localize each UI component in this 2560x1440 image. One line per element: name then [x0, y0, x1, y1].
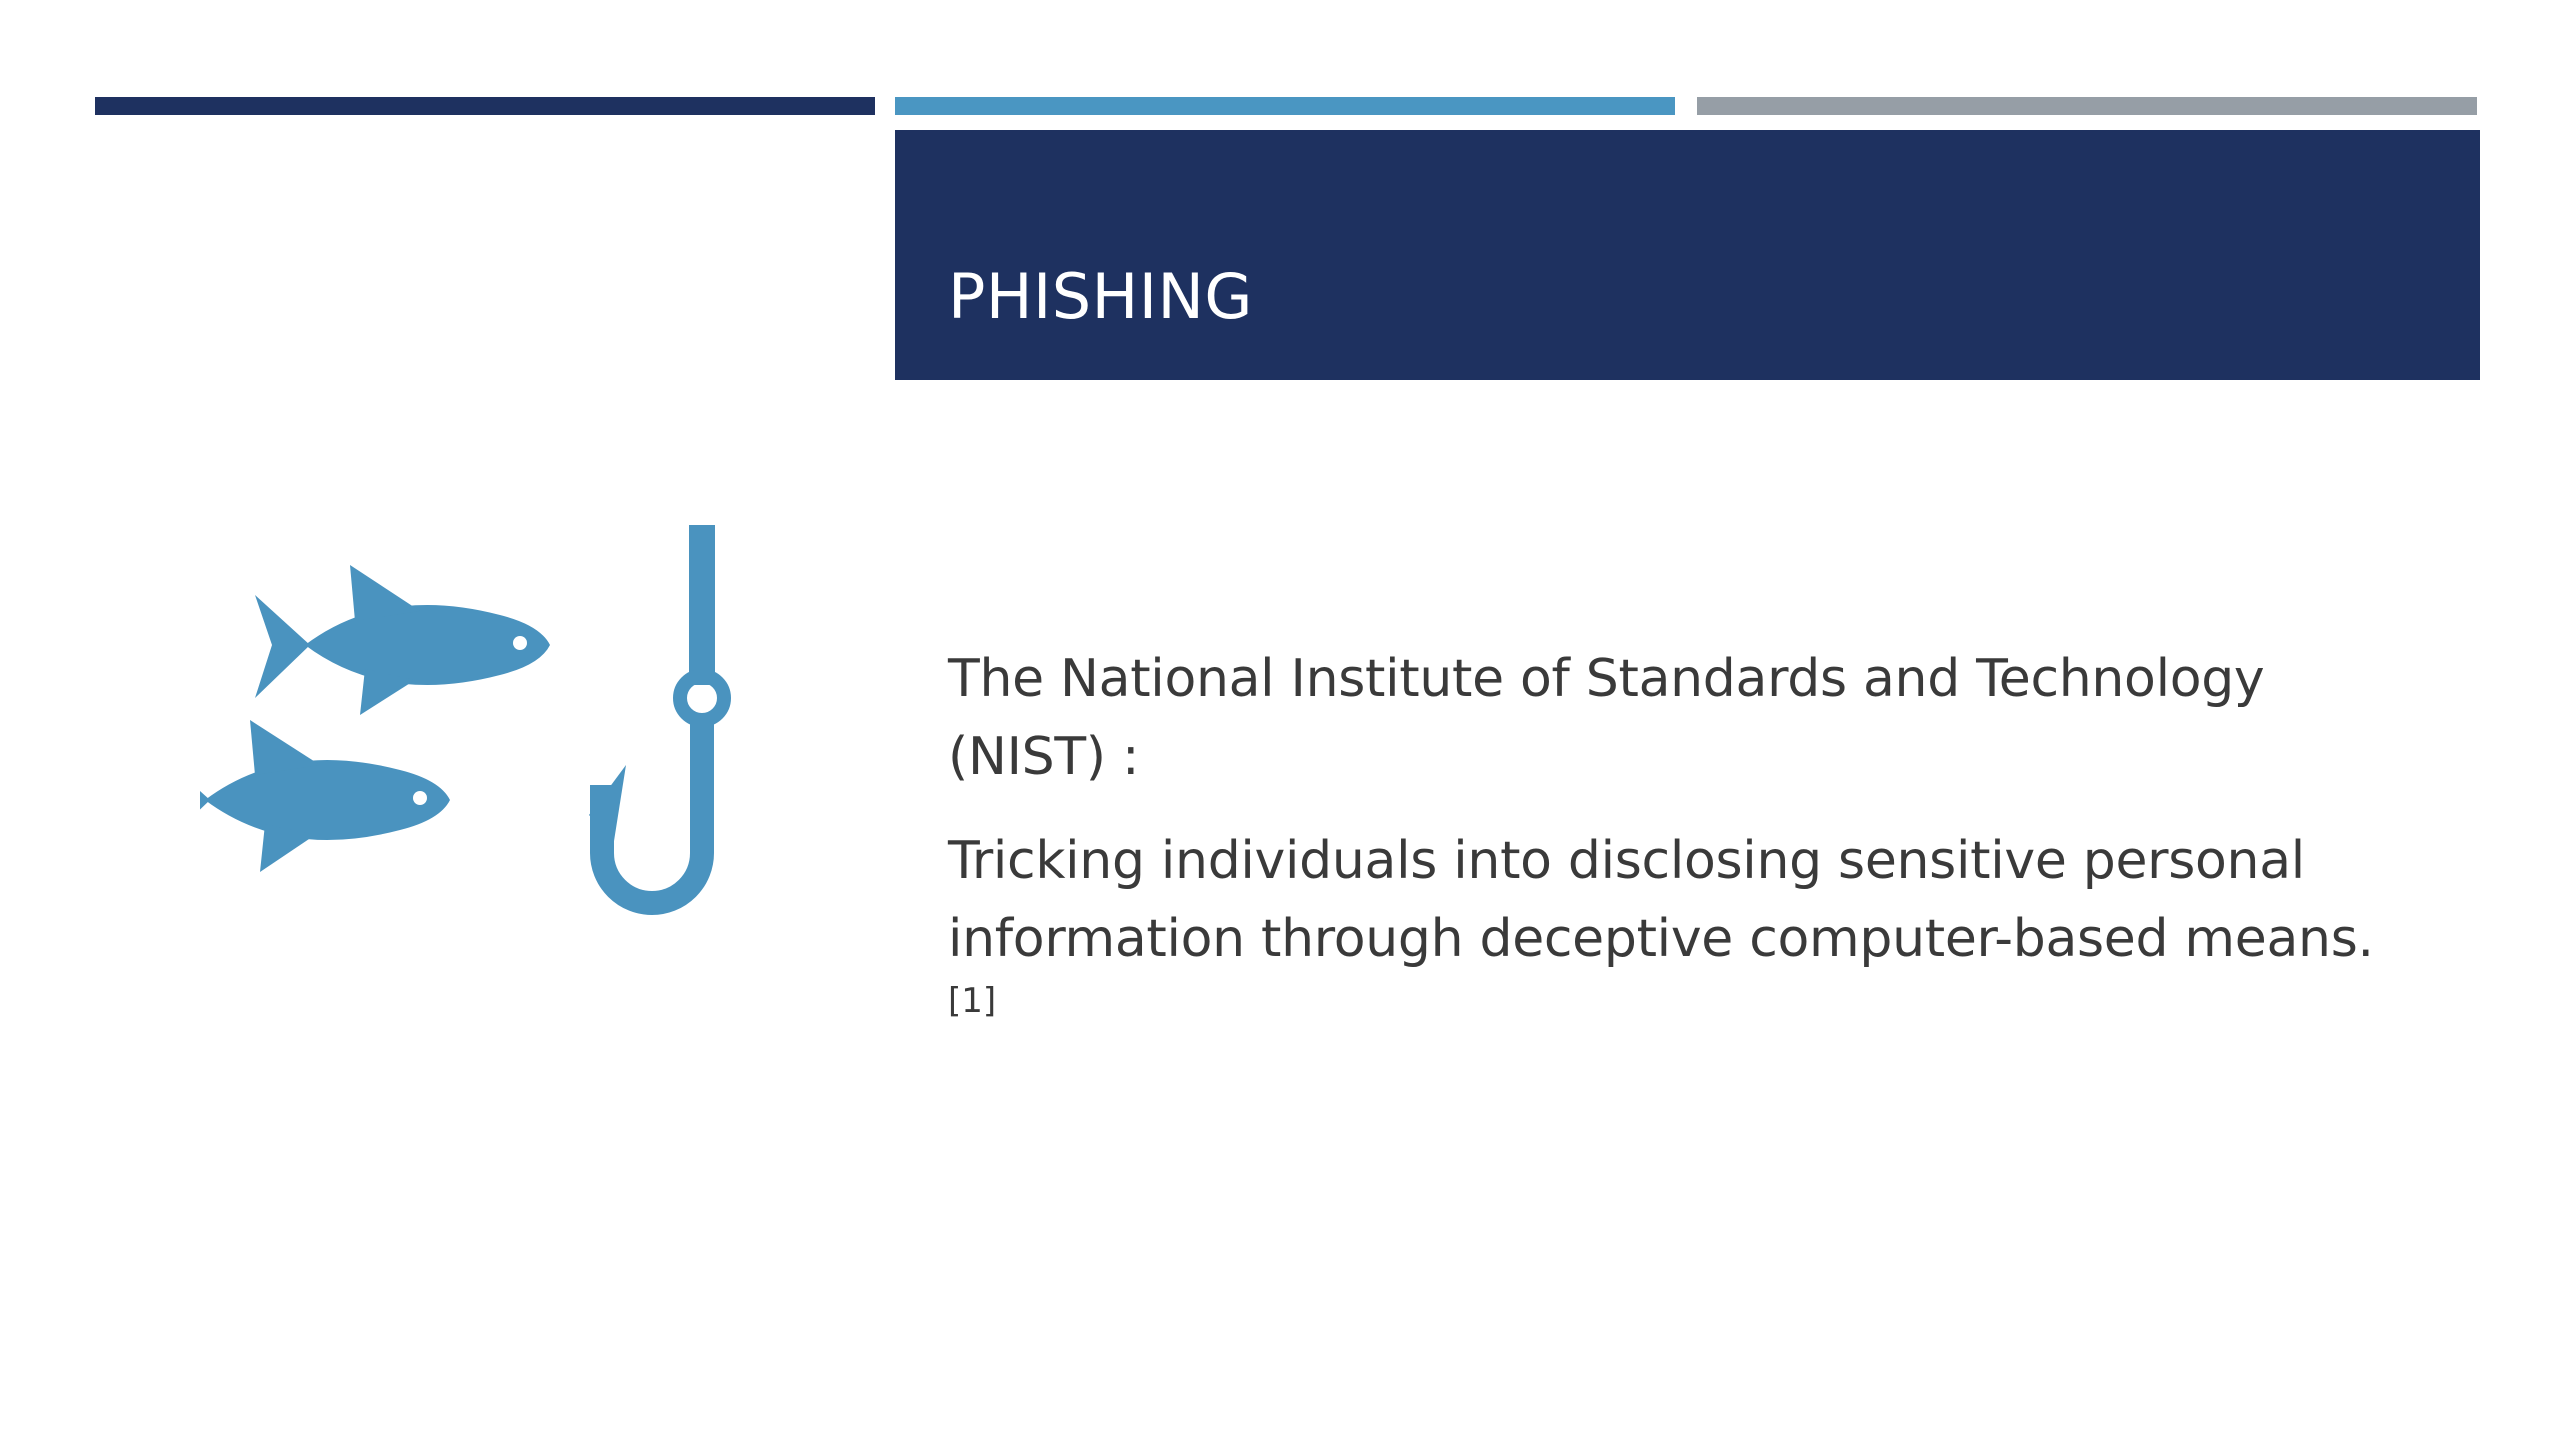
- definition-body-text: Tricking individuals into disclosing sensitive personal information through deceptive computer-based means.: [948, 831, 2374, 969]
- accent-bar-navy: [95, 97, 875, 115]
- fish-icon: [200, 720, 450, 872]
- slide-title: PHISHING: [948, 260, 1253, 333]
- accent-bar-gray: [1697, 97, 2477, 115]
- fishing-hook-icon: [589, 525, 724, 903]
- citation-reference: [1]: [948, 981, 997, 1021]
- fish-and-hook-icon: [200, 515, 750, 945]
- fish-icon: [255, 565, 550, 715]
- definition-intro: The National Institute of Standards and Technology (NIST) :: [948, 649, 2265, 787]
- accent-bar-blue: [895, 97, 1675, 115]
- definition-body: [948, 822, 2428, 1024]
- definition-text: [948, 640, 2428, 1024]
- title-banner: [895, 130, 2480, 380]
